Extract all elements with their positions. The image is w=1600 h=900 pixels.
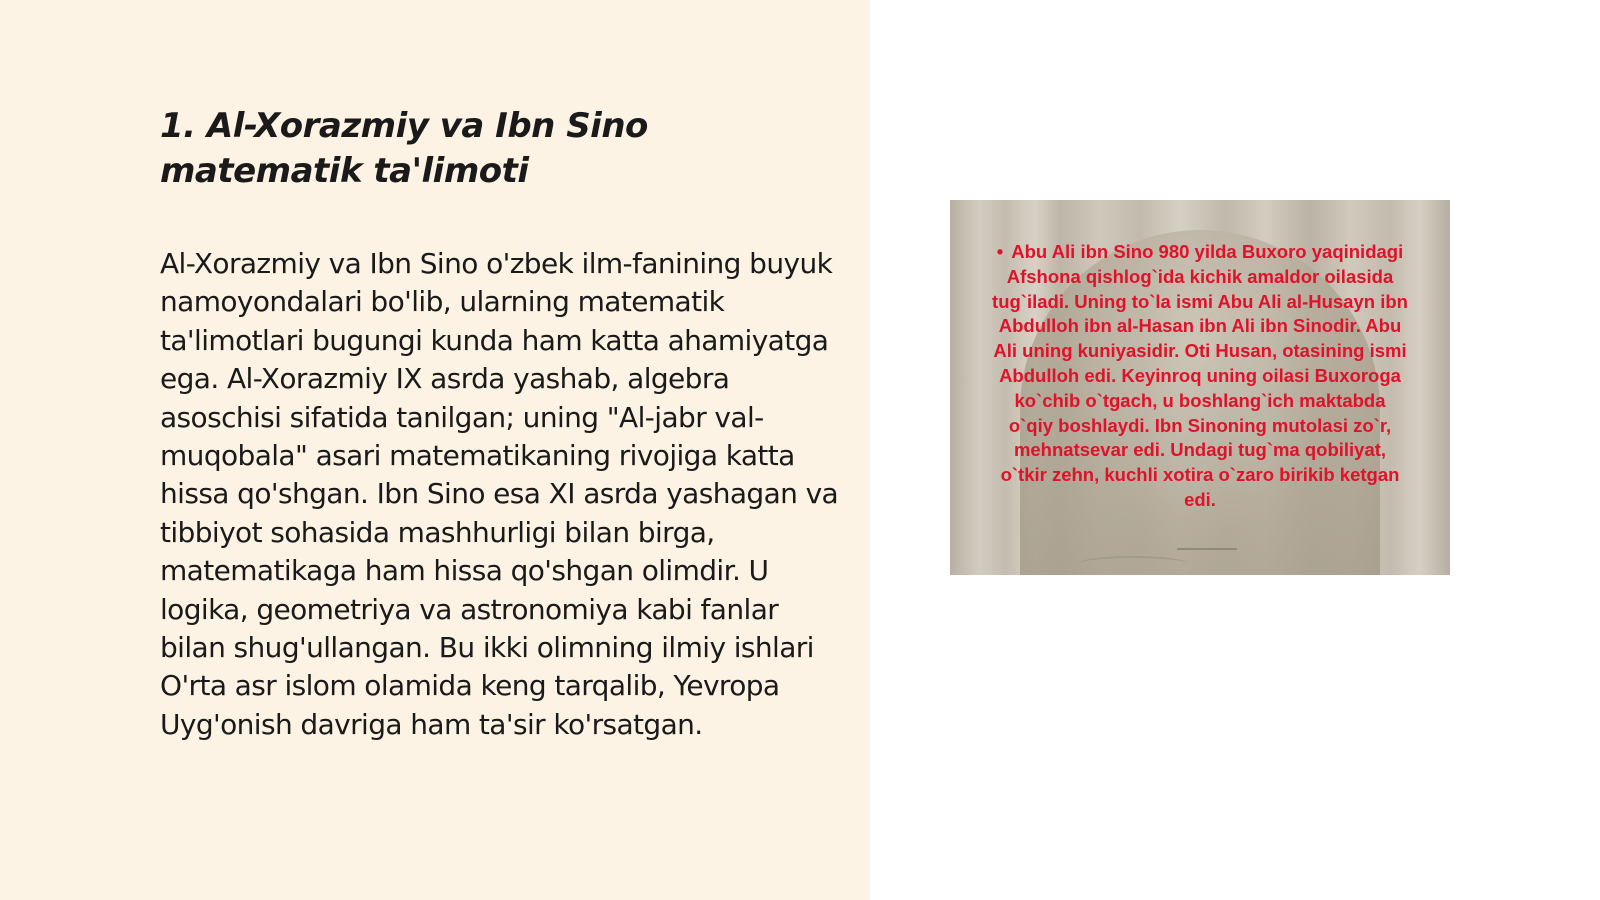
ibn-sino-info-image [950, 200, 1450, 575]
slide-body-text: Al-Xorazmiy va Ibn Sino o'zbek ilm-fanining buyuk namoyondalari bo'lib, ularning matematik ta'limotlari bugungi kunda ham katta ahamiyatga ega. Al-Xorazmiy IX asrda yashab, algebra asoschisi sifatida tanilgan; uning "Al-jabr val-muqobala" asari matematikaning rivojiga katta hissa qo'shgan. Ibn Sino esa XI asrda yashagan va tibbiyot sohasida mashhurligi bilan birga, matematikaga ham hissa qo'shgan olimdir. U logika, geometriya va astronomiya kabi fanlar bilan shug'ullangan. Bu ikki olimning ilmiy ishlari O'rta asr islom olamida keng tarqalib, Yevropa Uyg'onish davriga ham ta'sir ko'rsatgan. [160, 247, 839, 741]
image-stamp-mark [1078, 556, 1188, 572]
bullet-icon: • [996, 241, 1004, 262]
image-footnote-mark [1177, 548, 1237, 550]
image-caption-text: Abu Ali ibn Sino 980 yilda Buxoro yaqinidagi Afshona qishlog`ida kichik amaldor oilasida tug`iladi. Uning to`la ismi Abu Ali al-Husayn ibn Abdulloh ibn al-Hasan ibn Ali ibn Sinodir. Abu Ali uning kuniyasidir. Oti Husan, otasining ismi Abdulloh edi. Keyinroq uning oilasi Buxoroga ko`chib o`tgach, u boshlang`ich maktabda o`qiy boshlaydi. Ibn Sinoning mutolasi zo`r, mehnatsevar edi. Undagi tug`ma qobiliyat, o`tkir zehn, kuchli xotira o`zaro birikib ketgan edi. [992, 241, 1408, 510]
image-caption [990, 240, 1410, 513]
slide-title: 1. Al-Xorazmiy va Ibn Sino matematik ta'limoti [160, 106, 648, 191]
